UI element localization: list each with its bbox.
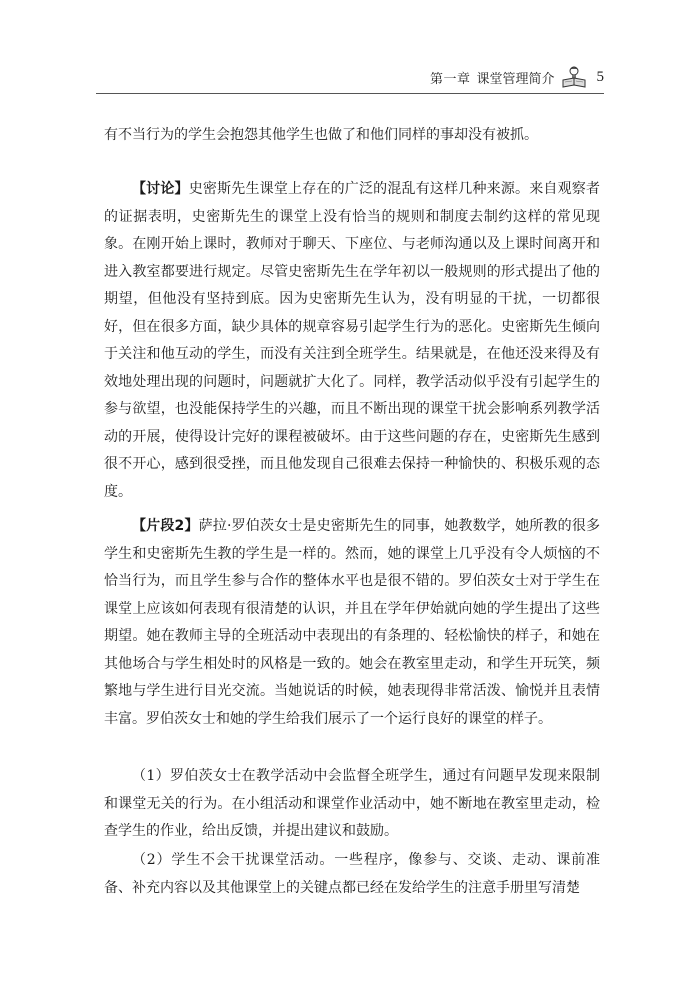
episode-tag: 【片段2】	[132, 518, 199, 534]
running-header	[430, 64, 604, 90]
page-number: 5	[596, 68, 604, 85]
discussion-tag: 【讨论】	[132, 181, 189, 197]
paragraph-discussion	[104, 176, 600, 506]
paragraph-episode-2	[104, 513, 600, 733]
paragraph-text: 史密斯先生课堂上存在的广泛的混乱有这样几种来源。来自观察者的证据表明，史密斯先生的课堂上没有恰当的规则和制度去制约这样的常见现象。在刚开始上课时，教师对于聊天、下座位、与老师沟通以及上课时间离开和进入教室都要进行规定。尽管史密斯先生在学年初以一般规则的形式提出了他的期望，但他没有坚持到底。因为史密斯先生认为，没有明显的干扰，一切都很好，但在很多方面，缺少具体的规章容易引起学生行为的恶化。史密斯先生倾向于关注和他互动的学生，而没有关注到全班学生。结果就是，在他还没来得及有效地处理出现的问题时，问题就扩大化了。同样，教学活动似乎没有引起学生的参与欲望，也没能保持学生的兴趣，而且不断出现的课堂干扰会影响系列教学活动的开展，使得设计完好的课程被破坏。由于这些问题的存在，史密斯先生感到很不开心，感到很受挫，而且他发现自己很难去保持一种愉快的、积极乐观的态度。	[104, 181, 600, 500]
list-item-1	[104, 763, 600, 846]
paragraph-text: （1）罗伯茨女士在教学活动中会监督全班学生，通过有问题早发现来限制和课堂无关的行为。在小组活动和课堂作业活动中，她不断地在教室里走动，检查学生的作业，给出反馈，并提出建议和鼓励。	[104, 768, 600, 839]
chapter-title: 课堂管理简介	[476, 71, 555, 87]
chapter-label: 第一章	[429, 71, 471, 87]
paragraph-text: 有不当行为的学生会抱怨其他学生也做了和他们同样的事却没有被抓。	[104, 127, 538, 143]
paragraph-continuation	[104, 122, 600, 150]
reading-book-icon	[561, 65, 587, 89]
header-divider	[96, 93, 604, 94]
list-item-2	[104, 847, 600, 902]
paragraph-text: （2）学生不会干扰课堂活动。一些程序，像参与、交谈、走动、课前准备、补充内容以及其他课堂上的关键点都已经在发给学生的注意手册里写清楚	[104, 852, 600, 896]
paragraph-text: 萨拉·罗伯茨女士是史密斯先生的同事，她教数学，她所教的很多学生和史密斯先生教的学生是一样的。然而，她的课堂上几乎没有令人烦恼的不恰当行为，而且学生参与合作的整体水平也是很不错的。罗伯茨女士对于学生在课堂上应该如何表现有很清楚的认识，并且在学年伊始就向她的学生提出了这些期望。她在教师主导的全班活动中表现出的有条理的、轻松愉快的样子，和她在其他场合与学生相处时的风格是一致的。她会在教室里走动，和学生开玩笑，频繁地与学生进行目光交流。当她说话的时候，她表现得非常活泼、愉悦并且表情丰富。罗伯茨女士和她的学生给我们展示了一个运行良好的课堂的样子。	[104, 518, 600, 727]
